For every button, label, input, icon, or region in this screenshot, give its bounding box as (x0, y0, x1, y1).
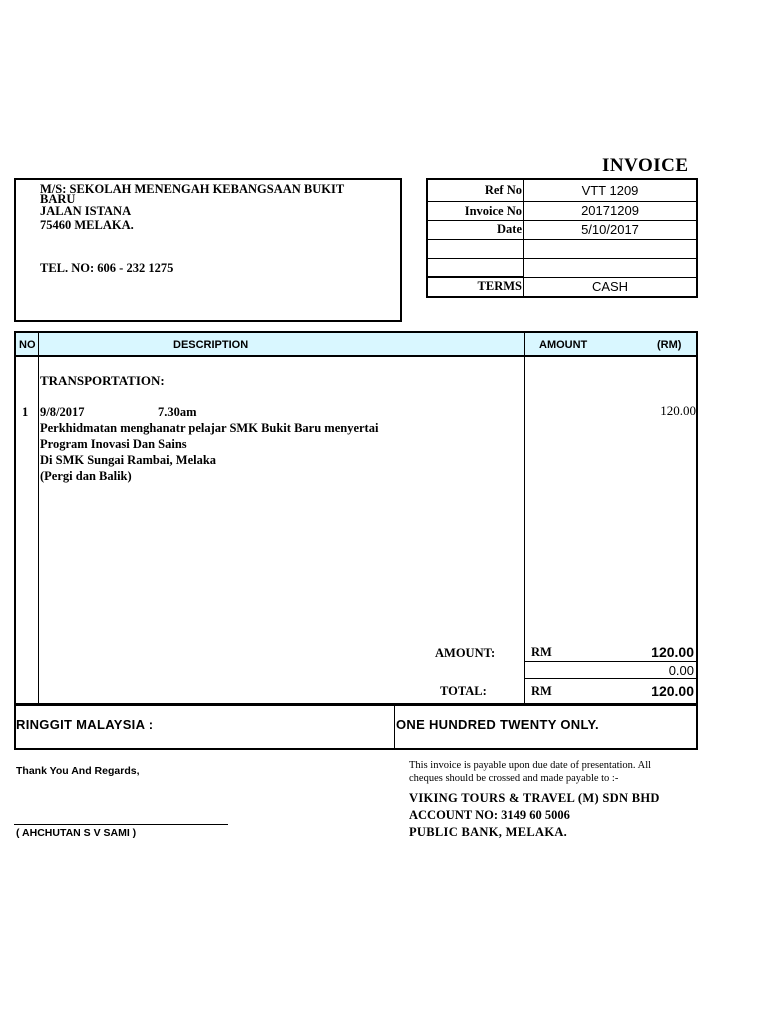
signature-line (14, 824, 228, 825)
ref-no-label: Ref No (484, 183, 522, 197)
total-currency: RM (531, 684, 552, 698)
terms-value: CASH (591, 279, 629, 294)
amount-value: 120.00 (651, 644, 694, 660)
date-label: Date (497, 222, 522, 236)
header-currency: (RM) (657, 339, 682, 351)
item-time: 7.30am (158, 405, 197, 419)
words-divider (394, 706, 395, 748)
bank-name: PUBLIC BANK, MELAKA. (409, 825, 568, 839)
payment-note-line2: cheques should be crossed and made payable to :- (409, 773, 619, 784)
ref-no-value: VTT 1209 (581, 183, 639, 198)
extra-value: 0.00 (668, 663, 694, 678)
section-heading: TRANSPORTATION: (40, 373, 165, 388)
company-name: VIKING TOURS & TRAVEL (M) SDN BHD (409, 791, 660, 805)
items-table (14, 331, 698, 705)
invoice-no-label: Invoice No (464, 204, 522, 218)
header-no: NO (19, 339, 36, 351)
item-date: 9/8/2017 (40, 405, 85, 419)
customer-address-line2: 75460 MELAKA. (40, 218, 134, 232)
invoice-no-value: 20171209 (581, 203, 639, 218)
date-row (428, 221, 696, 240)
customer-address-line1: JALAN ISTANA (40, 204, 132, 218)
header-amount: AMOUNT (539, 339, 588, 351)
customer-name-overflow: BARU (40, 192, 76, 206)
amount-column-divider (524, 333, 525, 703)
payment-note-line1: This invoice is payable upon due date of presentation. All (409, 760, 652, 771)
item-description-line: Di SMK Sungai Rambai, Melaka (40, 453, 217, 467)
total-row-divider (525, 678, 696, 679)
invoice-title: INVOICE (602, 155, 689, 176)
invoice-reference-box (426, 178, 698, 298)
ringgit-label: RINGGIT MALAYSIA : (16, 717, 154, 732)
amount-label: AMOUNT: (435, 646, 496, 660)
total-value: 120.00 (651, 683, 694, 699)
terms-row (428, 277, 696, 296)
blank-row-2-label-cell (428, 259, 524, 277)
item-description-line: Program Inovasi Dan Sains (40, 437, 187, 451)
customer-name: M/S: SEKOLAH MENENGAH KEBANGSAAN BUKIT (40, 182, 345, 196)
account-number: ACCOUNT NO: 3149 60 5006 (409, 808, 570, 822)
signatory-name: ( AHCHUTAN S V SAMI ) (16, 827, 137, 839)
no-column-divider (38, 333, 39, 703)
thanks-text: Thank You And Regards, (16, 765, 140, 777)
total-label: TOTAL: (440, 684, 487, 698)
blank-row-1 (428, 240, 696, 259)
customer-tel: TEL. NO: 606 - 232 1275 (40, 261, 174, 275)
item-description-line: (Pergi dan Balik) (40, 469, 132, 483)
items-table-header (16, 333, 696, 357)
item-amount: 120.00 (660, 403, 696, 418)
terms-label: TERMS (477, 279, 522, 293)
ref-no-row (428, 180, 696, 202)
item-number: 1 (22, 405, 29, 419)
customer-address-box (14, 178, 402, 322)
item-description-line: Perkhidmatan menghanatr pelajar SMK Bukit Baru menyertai (40, 421, 379, 435)
invoice-no-row (428, 202, 696, 221)
amount-in-words: ONE HUNDRED TWENTY ONLY. (396, 717, 599, 732)
amount-row-divider (525, 661, 696, 662)
header-description: DESCRIPTION (173, 339, 249, 351)
amount-in-words-box (14, 704, 698, 750)
amount-currency: RM (531, 645, 552, 659)
date-value: 5/10/2017 (581, 222, 639, 237)
